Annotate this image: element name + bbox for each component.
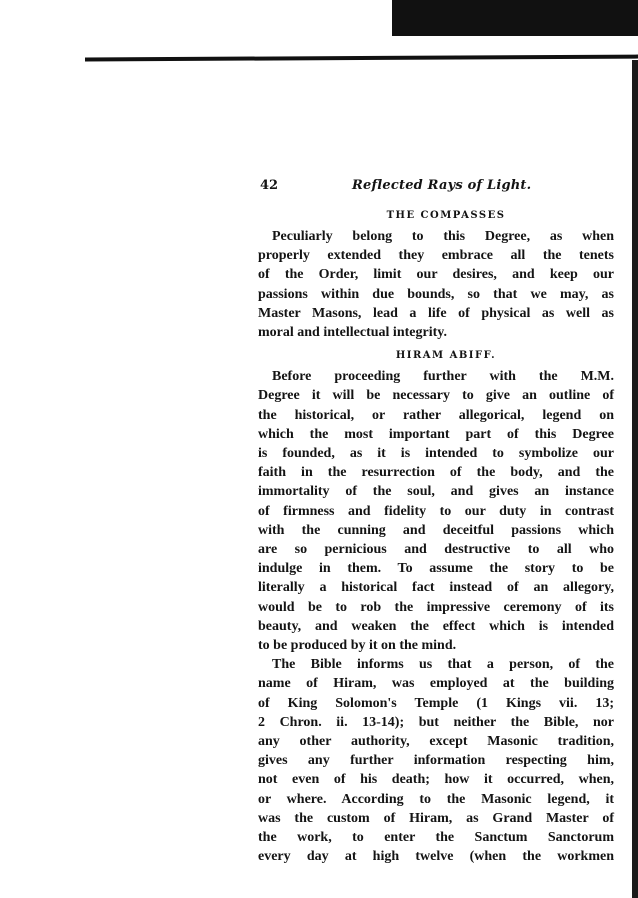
scan-border-right-edge bbox=[632, 60, 638, 898]
text-line: Master Masons, lead a life of physical as well as bbox=[258, 305, 614, 321]
text-line: immortality of the soul, and gives an instance bbox=[258, 484, 614, 500]
text-line: name of Hiram, was employed at the building bbox=[258, 676, 614, 692]
section-heading-hiram-abiff: HIRAM ABIFF. bbox=[395, 350, 497, 362]
text-line: Degree it will be necessary to give an outline of bbox=[258, 388, 614, 404]
text-line: Before proceeding further with the M.M. bbox=[272, 369, 614, 385]
text-line: was the custom of Hiram, as Grand Master of bbox=[258, 810, 614, 826]
text-line: or where. According to the Masonic legend, it bbox=[258, 791, 614, 807]
text-line: of King Solomon's Temple (1 Kings vii. 13; bbox=[258, 695, 614, 711]
paragraph-hiram-1 bbox=[258, 367, 614, 655]
page-number: 42 bbox=[260, 178, 279, 193]
text-line: properly extended they embrace all the tenets bbox=[258, 248, 614, 264]
text-line: every day at high twelve (when the workmen bbox=[258, 849, 614, 865]
paragraph-compasses bbox=[258, 227, 614, 342]
text-line: gives any further information respecting him, bbox=[258, 753, 614, 769]
running-title: Reflected Rays of Light. bbox=[352, 178, 532, 193]
section-heading-compasses: THE COMPASSES bbox=[386, 210, 506, 221]
text-line: with the cunning and deceitful passions which bbox=[258, 522, 614, 538]
text-line: moral and intellectual integrity. bbox=[258, 325, 447, 341]
scan-border-top-rule bbox=[85, 55, 638, 62]
text-line: would be to rob the impressive ceremony of its bbox=[258, 599, 614, 615]
text-line: the work, to enter the Sanctum Sanctorum bbox=[258, 830, 614, 846]
running-head bbox=[258, 178, 614, 202]
text-line: any other authority, except Masonic tradition, bbox=[258, 734, 614, 750]
text-line: The Bible informs us that a person, of the bbox=[272, 657, 614, 673]
text-line: not even of his death; how it occurred, when, bbox=[258, 772, 614, 788]
paragraph-hiram-2 bbox=[258, 655, 614, 866]
text-line: Peculiarly belong to this Degree, as when bbox=[272, 229, 614, 244]
book-page bbox=[258, 178, 614, 867]
text-line: beauty, and weaken the effect which is intended bbox=[258, 618, 614, 634]
text-line: indulge in them. To assume the story to be bbox=[258, 561, 614, 577]
scan-border-top-block bbox=[392, 0, 638, 36]
text-line: which the most important part of this Degree bbox=[258, 426, 614, 442]
text-line: literally a historical fact instead of an allegory, bbox=[258, 580, 614, 596]
text-line: to be produced by it on the mind. bbox=[258, 638, 457, 654]
text-line: the historical, or rather allegorical, legend on bbox=[258, 407, 614, 423]
text-line: are so pernicious and destructive to all who bbox=[258, 542, 614, 558]
text-line: of the Order, limit our desires, and keep our bbox=[258, 267, 614, 283]
text-line: of firmness and fidelity to our duty in contrast bbox=[258, 503, 614, 519]
text-line: 2 Chron. ii. 13-14); but neither the Bible, nor bbox=[258, 714, 614, 730]
text-line: faith in the resurrection of the body, and the bbox=[258, 465, 614, 481]
text-line: passions within due bounds, so that we may, as bbox=[258, 286, 614, 302]
text-line: is founded, as it is intended to symbolize our bbox=[258, 446, 614, 462]
